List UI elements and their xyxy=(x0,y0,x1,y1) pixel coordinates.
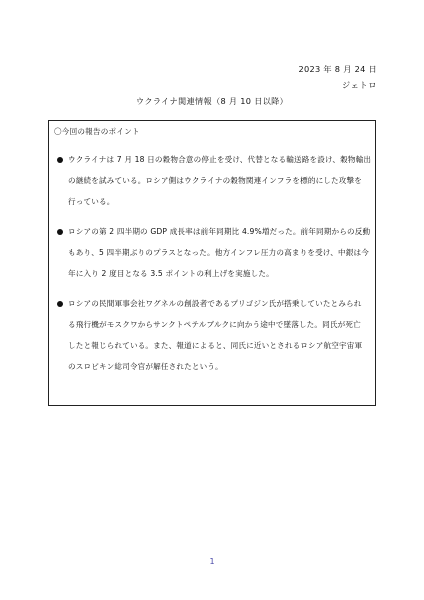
summary-line: ロシアの民間軍事会社ワグネルの創設者であるプリゴジン氏が搭乗していたとみられ xyxy=(68,299,362,308)
summary-item-text xyxy=(68,149,373,212)
summary-item-text xyxy=(68,293,373,377)
report-date: 2023 年 8 月 24 日 xyxy=(298,64,377,74)
summary-line: 年に入り 2 度目となる 3.5 ポイントの利上げを実施した。 xyxy=(68,269,274,278)
summary-line: の継続を試みている。ロシア側はウクライナの穀物関連インフラを標的にした攻撃を xyxy=(68,176,363,185)
bullet-icon xyxy=(57,229,63,235)
summary-box xyxy=(48,120,376,406)
summary-item-text xyxy=(68,221,373,284)
summary-line: ウクライナは 7 月 18 日の穀物合意の停止を受け、代替となる輸送路を設け、穀物輸出 xyxy=(68,155,372,164)
report-title: ウクライナ関連情報（8 月 10 日以降） xyxy=(135,96,289,106)
organization-name: ジェトロ xyxy=(342,80,377,90)
page-number: 1 xyxy=(209,557,215,566)
bullet-icon xyxy=(57,157,63,163)
summary-line: もあり、5 四半期ぶりのプラスとなった。他方インフレ圧力の高まりを受け、中銀は今 xyxy=(68,248,369,257)
summary-line: のスロビキン総司令官が解任されたという。 xyxy=(68,362,223,371)
summary-heading: 〇今回の報告のポイント xyxy=(54,127,140,136)
summary-line: る飛行機がモスクワからサンクトペテルブルクに向かう途中で墜落した。同氏が死亡 xyxy=(68,320,361,329)
summary-line: ロシアの第 2 四半期の GDP 成長率は前年同期比 4.9%増だった。前年同期からの反動 xyxy=(68,227,371,236)
summary-line: したと報じられている。また、報道によると、同氏に近いとされるロシア航空宇宙軍 xyxy=(68,341,363,350)
bullet-icon xyxy=(57,301,63,307)
summary-line: 行っている。 xyxy=(68,197,115,206)
